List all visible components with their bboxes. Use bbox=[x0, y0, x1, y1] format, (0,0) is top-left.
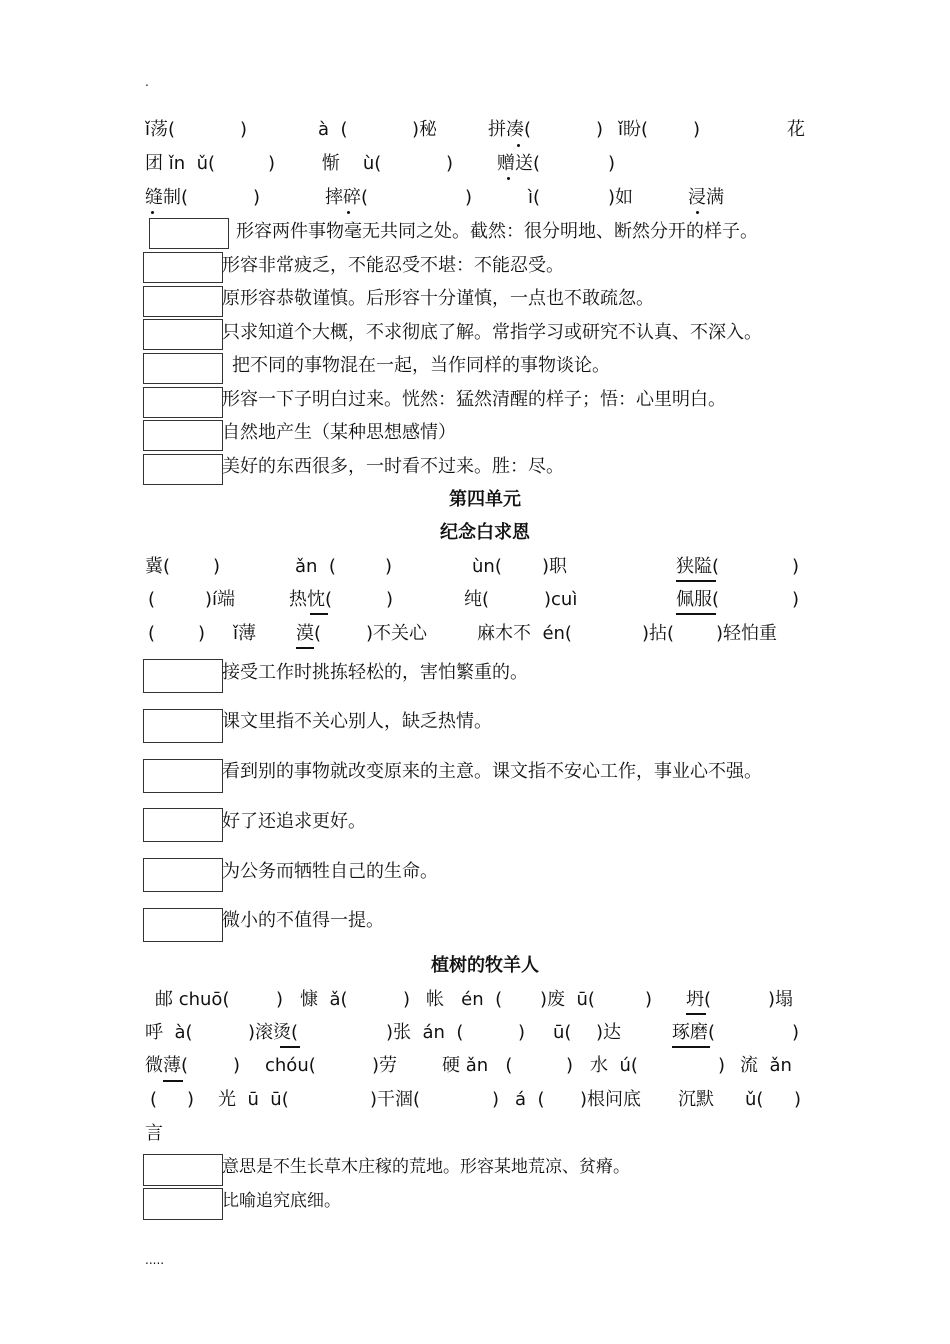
pinyin-item: 琢磨( bbox=[672, 1022, 716, 1043]
pinyin-item: 拼凑( bbox=[488, 119, 532, 140]
pinyin-item: 流 ǎn bbox=[740, 1055, 792, 1076]
definition-text: 接受工作时挑拣轻松的，害怕繁重的。 bbox=[222, 662, 528, 683]
pinyin-item: ū( bbox=[553, 1022, 572, 1043]
pinyin-item: )达 bbox=[596, 1022, 622, 1043]
pinyin-item: ) bbox=[718, 1055, 726, 1076]
pinyin-item: 光 ū ū( bbox=[218, 1089, 289, 1110]
pinyin-item: ) bbox=[187, 1089, 195, 1110]
emphasis-dot bbox=[151, 211, 154, 214]
pinyin-item: ) bbox=[794, 1089, 802, 1110]
pinyin-item: ǐ荡( bbox=[145, 119, 176, 140]
pinyin-item: ) bbox=[492, 1089, 500, 1110]
pinyin-item: ) bbox=[213, 556, 221, 577]
pinyin-item: )废 ū( bbox=[540, 989, 595, 1010]
emphasis-dot bbox=[347, 211, 350, 214]
definition-text: 自然地产生（某种思想感情） bbox=[222, 422, 456, 443]
bottom-mark: ..... bbox=[145, 1253, 165, 1267]
definition-text: 把不同的事物混在一起，当作同样的事物谈论。 bbox=[232, 355, 610, 376]
pinyin-item: ( bbox=[148, 623, 156, 644]
pinyin-item: ) bbox=[608, 153, 616, 174]
pinyin-item: ) bbox=[518, 1022, 526, 1043]
pinyin-item: )根问底 bbox=[580, 1089, 642, 1110]
pinyin-item: 漠( bbox=[296, 623, 322, 644]
emphasis-dot bbox=[517, 144, 520, 147]
answer-box[interactable] bbox=[143, 1154, 223, 1186]
underline-mark bbox=[672, 1046, 710, 1048]
pinyin-item: )滚烫( bbox=[248, 1022, 299, 1043]
pinyin-item: 硬 ǎn ( bbox=[442, 1055, 513, 1076]
definition-text: 只求知道个大概，不求彻底了解。常指学习或研究不认真、不深入。 bbox=[222, 322, 762, 343]
answer-box[interactable] bbox=[149, 218, 229, 249]
answer-box[interactable] bbox=[143, 858, 223, 892]
pinyin-item: 坍( bbox=[686, 989, 712, 1010]
pinyin-item: 赠送( bbox=[497, 153, 541, 174]
pinyin-item: ) bbox=[465, 187, 473, 208]
pinyin-item: 缝制( bbox=[145, 187, 189, 208]
pinyin-item: ) bbox=[385, 556, 393, 577]
pinyin-item: ) bbox=[792, 589, 800, 610]
pinyin-item: ùn( bbox=[472, 556, 502, 577]
pinyin-item: ) bbox=[240, 119, 248, 140]
emphasis-dot bbox=[696, 211, 699, 214]
pinyin-item: ) bbox=[596, 119, 604, 140]
definition-text: 微小的不值得一提。 bbox=[222, 910, 384, 931]
definition-text: 为公务而牺牲自己的生命。 bbox=[222, 861, 438, 882]
answer-box[interactable] bbox=[143, 659, 223, 693]
pinyin-item: )职 bbox=[542, 556, 568, 577]
pinyin-item: ) bbox=[268, 153, 276, 174]
answer-box[interactable] bbox=[143, 353, 223, 384]
top-mark: . bbox=[145, 75, 149, 89]
answer-box[interactable] bbox=[143, 709, 223, 743]
pinyin-item: 水 ú( bbox=[590, 1055, 638, 1076]
definition-text: 看到别的事物就改变原来的主意。课文指不安心工作，事业心不强。 bbox=[222, 761, 762, 782]
pinyin-item: 花 bbox=[787, 119, 805, 140]
pinyin-item: 慷 ǎ( bbox=[300, 989, 348, 1010]
pinyin-item: chóu( bbox=[265, 1055, 316, 1076]
definition-text: 形容非常疲乏，不能忍受不堪：不能忍受。 bbox=[222, 255, 564, 276]
pinyin-item: 麻木不 én( bbox=[477, 623, 572, 644]
pinyin-item: 言 bbox=[145, 1123, 163, 1144]
pinyin-item: )轻怕重 bbox=[716, 623, 778, 644]
pinyin-item: ) bbox=[792, 1022, 800, 1043]
pinyin-item: ǐ薄 bbox=[233, 623, 257, 644]
definition-text: 原形容恭敬谨慎。后形容十分谨慎，一点也不敢疏忽。 bbox=[222, 288, 654, 309]
pinyin-item: )í端 bbox=[205, 589, 236, 610]
pinyin-item: )秘 bbox=[412, 119, 438, 140]
pinyin-item: ) bbox=[253, 187, 261, 208]
lesson-title: 纪念白求恩 bbox=[440, 522, 530, 543]
underline-mark bbox=[686, 1013, 706, 1015]
pinyin-item: ) bbox=[792, 556, 800, 577]
pinyin-item: á ( bbox=[515, 1089, 545, 1110]
underline-mark bbox=[296, 647, 314, 649]
pinyin-item: ) bbox=[446, 153, 454, 174]
pinyin-item: 微薄( bbox=[145, 1055, 189, 1076]
pinyin-item: 浸满 bbox=[688, 187, 724, 208]
pinyin-item: ) bbox=[276, 989, 284, 1010]
pinyin-item: 热忱( bbox=[289, 589, 333, 610]
pinyin-item: )cuì bbox=[544, 589, 578, 610]
underline-mark bbox=[163, 1080, 183, 1082]
pinyin-item: )干涸( bbox=[370, 1089, 421, 1110]
pinyin-item: ) bbox=[386, 589, 394, 610]
pinyin-item: ) bbox=[198, 623, 206, 644]
pinyin-item: 冀( bbox=[145, 556, 171, 577]
lesson-title: 植树的牧羊人 bbox=[431, 955, 539, 976]
underline-mark bbox=[280, 1046, 300, 1048]
emphasis-dot bbox=[507, 177, 510, 180]
pinyin-item: ( bbox=[150, 1089, 158, 1110]
pinyin-item: 狭隘( bbox=[676, 556, 720, 577]
answer-box[interactable] bbox=[143, 420, 223, 451]
pinyin-item: ǎn ( bbox=[295, 556, 336, 577]
pinyin-item: ) bbox=[693, 119, 701, 140]
pinyin-item: ) bbox=[566, 1055, 574, 1076]
pinyin-item: 纯( bbox=[464, 589, 490, 610]
underline-mark bbox=[676, 613, 716, 615]
pinyin-item: )张 án ( bbox=[386, 1022, 464, 1043]
pinyin-item: )如 bbox=[608, 187, 634, 208]
definition-text: 课文里指不关心别人，缺乏热情。 bbox=[222, 711, 492, 732]
answer-box[interactable] bbox=[143, 759, 223, 793]
definition-text: 形容一下子明白过来。恍然：猛然清醒的样子；悟：心里明白。 bbox=[222, 389, 726, 410]
answer-box[interactable] bbox=[143, 286, 223, 317]
pinyin-item: ( bbox=[148, 589, 156, 610]
answer-box[interactable] bbox=[143, 387, 223, 418]
pinyin-item: ) bbox=[403, 989, 411, 1010]
underline-mark bbox=[310, 613, 328, 615]
pinyin-item: ) bbox=[233, 1055, 241, 1076]
pinyin-item: )拈( bbox=[642, 623, 675, 644]
unit-title: 第四单元 bbox=[449, 489, 521, 510]
pinyin-item: ì( bbox=[528, 187, 541, 208]
definition-text: 形容两件事物毫无共同之处。截然：很分明地、断然分开的样子。 bbox=[236, 221, 758, 242]
pinyin-item: 佩服( bbox=[676, 589, 720, 610]
pinyin-item: ǐ盼( bbox=[618, 119, 649, 140]
pinyin-item: 团 ǐn ǔ( bbox=[145, 153, 216, 174]
pinyin-item: ǔ( bbox=[745, 1089, 764, 1110]
pinyin-item: )劳 bbox=[372, 1055, 398, 1076]
answer-box[interactable] bbox=[143, 319, 223, 350]
pinyin-item: ) bbox=[645, 989, 653, 1010]
definition-text: 好了还追求更好。 bbox=[222, 811, 366, 832]
pinyin-item: )塌 bbox=[768, 989, 794, 1010]
answer-box[interactable] bbox=[143, 808, 223, 842]
pinyin-item: )不关心 bbox=[366, 623, 428, 644]
answer-box[interactable] bbox=[143, 252, 223, 283]
pinyin-item: 沉默 bbox=[678, 1089, 714, 1110]
answer-box[interactable] bbox=[143, 1188, 223, 1220]
pinyin-item: 摔碎( bbox=[325, 187, 369, 208]
pinyin-item: à ( bbox=[318, 119, 348, 140]
answer-box[interactable] bbox=[143, 908, 223, 942]
pinyin-item: 惭 ù( bbox=[322, 153, 382, 174]
pinyin-item: 呼 à( bbox=[145, 1022, 193, 1043]
definition-text: 意思是不生长草木庄稼的荒地。形容某地荒凉、贫瘠。 bbox=[222, 1157, 630, 1177]
pinyin-item: 邮 chuō( bbox=[155, 989, 230, 1010]
pinyin-item: 帐 én ( bbox=[426, 989, 503, 1010]
answer-box[interactable] bbox=[143, 454, 223, 485]
underline-mark bbox=[676, 580, 716, 582]
definition-text: 比喻追究底细。 bbox=[222, 1191, 341, 1211]
definition-text: 美好的东西很多，一时看不过来。胜：尽。 bbox=[222, 456, 564, 477]
